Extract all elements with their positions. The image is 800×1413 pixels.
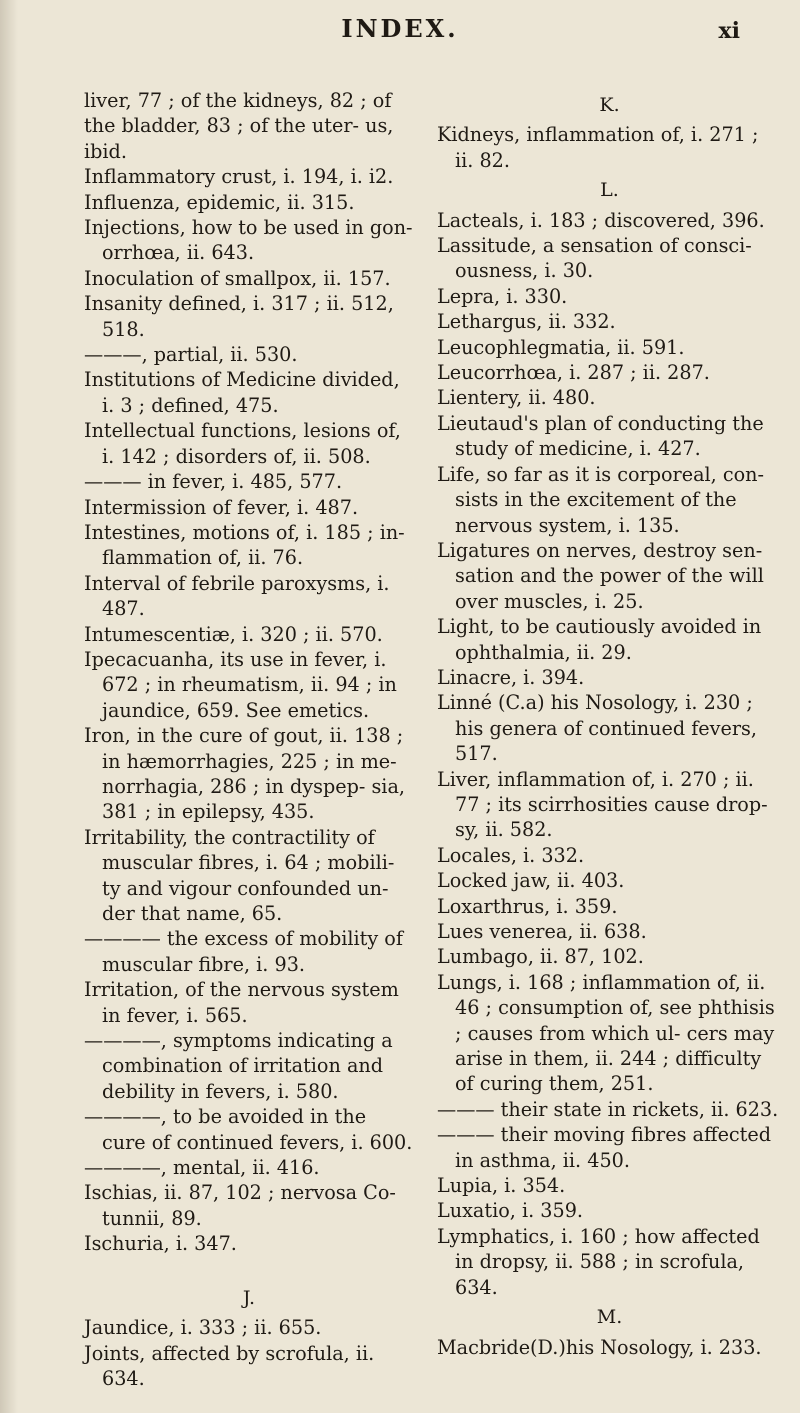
index-entry: Insanity defined, i. 317 ; ii. 512, 518.: [84, 292, 394, 341]
index-entry: Lepra, i. 330.: [437, 284, 568, 308]
index-entry: ———— the excess of mobility of muscular fibre, i. 93.: [84, 927, 403, 976]
index-entry: Macbride(D.)his Nosology, i. 233.: [437, 1335, 762, 1359]
section-spacer: [84, 1257, 414, 1281]
index-entry: Inflammatory crust, i. 194, i. i2.: [84, 165, 394, 189]
index-entry: Lumbago, ii. 87, 102.: [437, 945, 644, 969]
index-entry: Ligatures on nerves, destroy sen- sation and the power of the will over muscles, i. 25.: [437, 538, 764, 613]
index-entry: ————, to be avoided in the cure of continued fevers, i. 600.: [84, 1105, 413, 1154]
section-letter: J.: [242, 1286, 256, 1309]
page-number: xi: [718, 18, 740, 44]
index-entry: Institutions of Medicine divided, i. 3 ; defined, 475.: [84, 368, 400, 417]
index-entry: liver, 77 ; of the kidneys, 82 ; of the bladder, 83 ; of the uter- us, ibid.: [84, 89, 394, 163]
index-entry: ————, symptoms indicating a combination of irritation and debility in fevers, i. 580.: [84, 1029, 393, 1103]
index-entry: Intellectual functions, lesions of, i. 142 ; disorders of, ii. 508.: [84, 419, 401, 468]
index-entry: Interval of febrile paroxysms, i. 487.: [84, 571, 390, 621]
index-entry: Lymphatics, i. 160 ; how affected in dropsy, ii. 588 ; in scrofula, 634.: [437, 1224, 760, 1299]
index-entry: Intumescentiæ, i. 320 ; ii. 570.: [84, 622, 383, 646]
index-entry: Lethargus, ii. 332.: [437, 310, 616, 334]
section-letter: M.: [596, 1306, 623, 1329]
index-entry: ——— their state in rickets, ii. 623.: [437, 1097, 779, 1121]
index-entry: ——— their moving fibres affected in asthma, ii. 450.: [437, 1123, 772, 1172]
index-entry: Iron, in the cure of gout, ii. 138 ; in hæmorrhagies, 225 ; in me- norrhagia, 286 ; in dyspep- sia, 381 ; in epilepsy, 435.: [84, 724, 405, 824]
index-entry: Lieutaud's plan of conducting the study of medicine, i. 427.: [437, 411, 764, 461]
section-letter: K.: [599, 94, 620, 116]
running-title: INDEX.: [341, 14, 459, 43]
index-entry: ——— in fever, i. 485, 577.: [84, 470, 343, 494]
index-entry: Lacteals, i. 183 ; discovered, 396.: [437, 208, 765, 232]
index-entry: Leucophlegmatia, ii. 591.: [437, 335, 685, 359]
index-entry: ———, partial, ii. 530.: [84, 343, 298, 367]
index-entry: Ischuria, i. 347.: [84, 1232, 237, 1256]
index-entry: Light, to be cautiously avoided in ophthalmia, ii. 29.: [437, 615, 762, 664]
index-entry: Lupia, i. 354.: [437, 1174, 566, 1198]
index-entry: Injections, how to be used in gon- orrhœa, ii. 643.: [84, 216, 413, 265]
index-entry: Lues venerea, ii. 638.: [437, 920, 647, 943]
index-entry: Irritation, of the nervous system in fever, i. 565.: [84, 978, 399, 1027]
right-column: [437, 88, 782, 1360]
index-entry: Lientery, ii. 480.: [437, 386, 596, 410]
index-entry: Leucorrhœa, i. 287 ; ii. 287.: [437, 361, 710, 385]
running-head: [0, 8, 800, 48]
index-entry: Locked jaw, ii. 403.: [437, 869, 625, 893]
index-entry: Joints, affected by scrofula, ii. 634.: [84, 1341, 375, 1390]
index-entry: Jaundice, i. 333 ; ii. 655.: [84, 1316, 322, 1340]
index-entry: Locales, i. 332.: [437, 843, 585, 867]
page-edge-shadow: [0, 0, 18, 1413]
index-entry: Loxarthrus, i. 359.: [437, 894, 618, 918]
index-entry: Lungs, i. 168 ; inflammation of, ii. 46 ; consumption of, see phthisis ; causes from which ul- cers may arise in them, ii. 244 ; difficulty of curing them, 251.: [437, 970, 775, 1096]
index-entry: Ipecacuanha, its use in fever, i. 672 ; in rheumatism, ii. 94 ; in jaundice, 659. See emetics.: [84, 647, 397, 722]
index-entry: Liver, inflammation of, i. 270 ; ii. 77 ; its scirrhosities cause drop- sy, ii. 582.: [437, 767, 768, 842]
index-entry: Life, so far as it is corporeal, con- sists in the excitement of the nervous system, i. 135.: [437, 462, 765, 537]
index-entry: Intermission of fever, i. 487.: [84, 495, 359, 519]
index-entry: Influenza, epidemic, ii. 315.: [84, 190, 355, 214]
left-column: [84, 88, 414, 1391]
index-entry: Linné (C.a) his Nosology, i. 230 ; his genera of continued fevers, 517.: [437, 691, 757, 766]
index-entry: ————, mental, ii. 416.: [84, 1156, 320, 1180]
index-entry: Irritability, the contractility of muscular fibres, i. 64 ; mobili- ty and vigour confounded un- der that name, 65.: [84, 825, 395, 925]
index-entry: Luxatio, i. 359.: [437, 1199, 584, 1223]
index-entry: Intestines, motions of, i. 185 ; in- flammation of, ii. 76.: [84, 520, 405, 570]
index-entry: Kidneys, inflammation of, i. 271 ; ii. 82.: [437, 123, 759, 172]
index-entry: Ischias, ii. 87, 102 ; nervosa Co- tunnii, 89.: [84, 1181, 396, 1230]
index-entry: Lassitude, a sensation of consci- ousness, i. 30.: [437, 234, 752, 283]
index-entry: Linacre, i. 394.: [437, 665, 585, 689]
section-letter: L.: [600, 179, 619, 202]
index-entry: Inoculation of smallpox, ii. 157.: [84, 266, 391, 290]
